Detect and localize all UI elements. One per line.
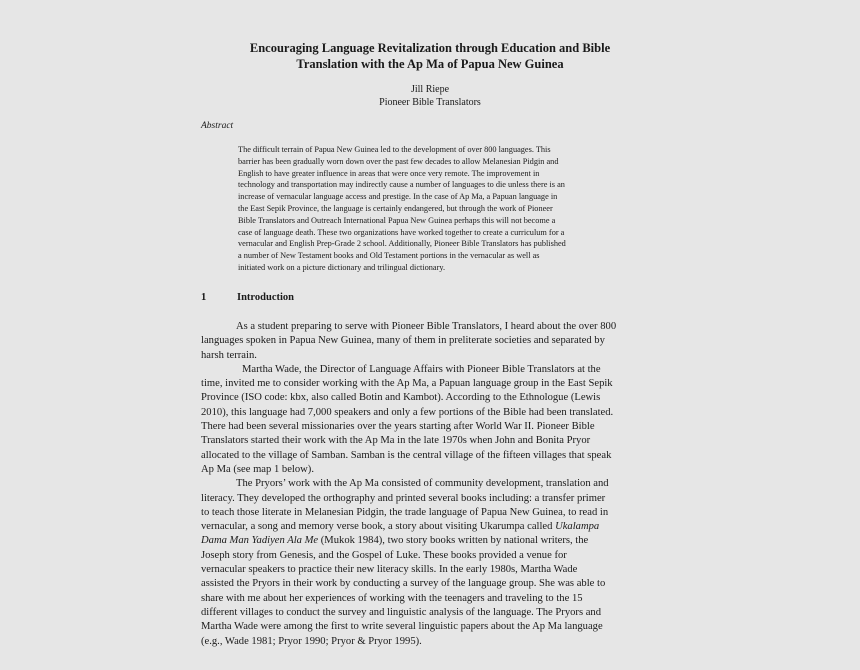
paper-title: [0, 40, 860, 72]
italic-title: Ukalampa: [555, 521, 600, 533]
abstract-line: the East Sepik Province, the language is certainly endangered, but through the work of Pioneer: [238, 203, 553, 213]
paragraph-line: share with me about her experiences of working with the teenagers and traveling to the 15: [201, 592, 583, 604]
paragraph-line: assisted the Pryors in their work by conducting a survey of the language group. She was able to: [201, 578, 606, 590]
paragraph-line: As a student preparing to serve with Pioneer Bible Translators, I heard about the over 800: [236, 321, 617, 332]
paragraph-line: Martha Wade, the Director of Language Affairs with Pioneer Bible Translators at the: [242, 363, 601, 375]
abstract-line: vernacular and English Prep-Grade 2 school. Additionally, Pioneer Bible Translators has published: [238, 239, 566, 249]
italic-title: Dama Man Yadiyen Ala Me: [201, 535, 319, 547]
paragraph-line: Ap Ma (see map 1 below).: [201, 463, 314, 475]
paragraph-text: (Mukok 1984), two story books written by national writers, the: [318, 535, 589, 547]
title-line: Translation with the Ap Ma of Papua New Guinea: [296, 57, 564, 71]
abstract-line: English to have greater influence in areas that were once very remote. The improvement in: [238, 168, 540, 178]
abstract-line: barrier has been gradually worn down over the past few decades to allow Melanesian Pidgin and: [238, 156, 559, 166]
paragraph-line: vernacular speakers to practice their new literacy skills. In the early 1980s, Martha Wade: [201, 564, 578, 576]
abstract-line: case of language death. These two organizations have worked together to create a curriculum for a: [238, 227, 565, 237]
paragraph-text: vernacular, a song and memory verse book, a story about visiting Ukarumpa called: [201, 521, 556, 533]
paragraph-line: allocated to the village of Samban. Samban is the central village of the fifteen villages that speak: [201, 449, 612, 461]
abstract-line: increase of vernacular language access and prestige. In the case of Ap Ma, a Papuan language in: [238, 192, 558, 202]
paragraph-line: Martha Wade were among the first to write several linguistic papers about the Ap Ma language: [201, 621, 603, 633]
abstract-line: technology and transportation may indirectly cause a number of languages to die unless there is an: [238, 180, 565, 190]
author-affiliation: Pioneer Bible Translators: [379, 96, 481, 108]
abstract-line: initiated work on a picture dictionary and trilingual dictionary.: [238, 262, 446, 272]
abstract-line: The difficult terrain of Papua New Guinea led to the development of over 800 languages. This: [238, 145, 551, 154]
body-text: [201, 320, 671, 649]
section-number: 1: [201, 292, 207, 303]
paragraph-line: [201, 534, 671, 548]
paragraph-line: (e.g., Wade 1981; Pryor 1990; Pryor & Pryor 1995).: [201, 635, 422, 647]
author-block: [0, 84, 860, 109]
paragraph-line: harsh terrain.: [201, 349, 257, 361]
paragraph-line: 2010), this language had 7,000 speakers and only a few portions of the Bible had been translated.: [201, 406, 614, 418]
section-title: Introduction: [237, 292, 294, 303]
author-name: Jill Riepe: [410, 84, 450, 95]
paragraph-line: [201, 520, 671, 534]
paragraph-line: languages spoken in Papua New Guinea, many of them in preliterate societies and separated by: [201, 335, 605, 347]
paragraph-line: different villages to conduct the survey and linguistic analysis of the language. The Pryors and: [201, 606, 602, 618]
paragraph-line: literacy. They developed the orthography and printed several books including: a transfer primer: [201, 492, 606, 504]
paragraph-line: to teach those literate in Melanesian Pidgin, the trade language of Papua New Guinea, to read in: [201, 506, 609, 518]
abstract-line: Bible Translators and Outreach International Papua New Guinea perhaps this will not become a: [238, 215, 556, 225]
paragraph-line: There had been several missionaries over the years starting after World War II. Pioneer Bible: [201, 421, 595, 433]
paragraph-line: Province (ISO code: kbx, also called Botin and Kambot). According to the Ethnologue (Lewis: [201, 392, 601, 404]
title-line: Encouraging Language Revitalization through Education and Bible: [249, 41, 611, 55]
abstract-line: a number of New Testament books and Old Testament portions in the vernacular as well as: [238, 251, 540, 261]
paragraph-line: The Pryors’ work with the Ap Ma consisted of community development, translation and: [236, 478, 609, 490]
paragraph-line: time, invited me to consider working with the Ap Ma, a Papuan language group in the East Sepik: [201, 378, 613, 390]
paragraph-line: Joseph story from Genesis, and the Gospel of Luke. These books provided a venue for: [201, 549, 567, 561]
abstract-body: [238, 144, 660, 274]
paragraph-line: Translators started their work with the Ap Ma in the late 1970s when John and Bonita Pryor: [201, 435, 591, 447]
abstract-label: Abstract: [201, 121, 234, 131]
